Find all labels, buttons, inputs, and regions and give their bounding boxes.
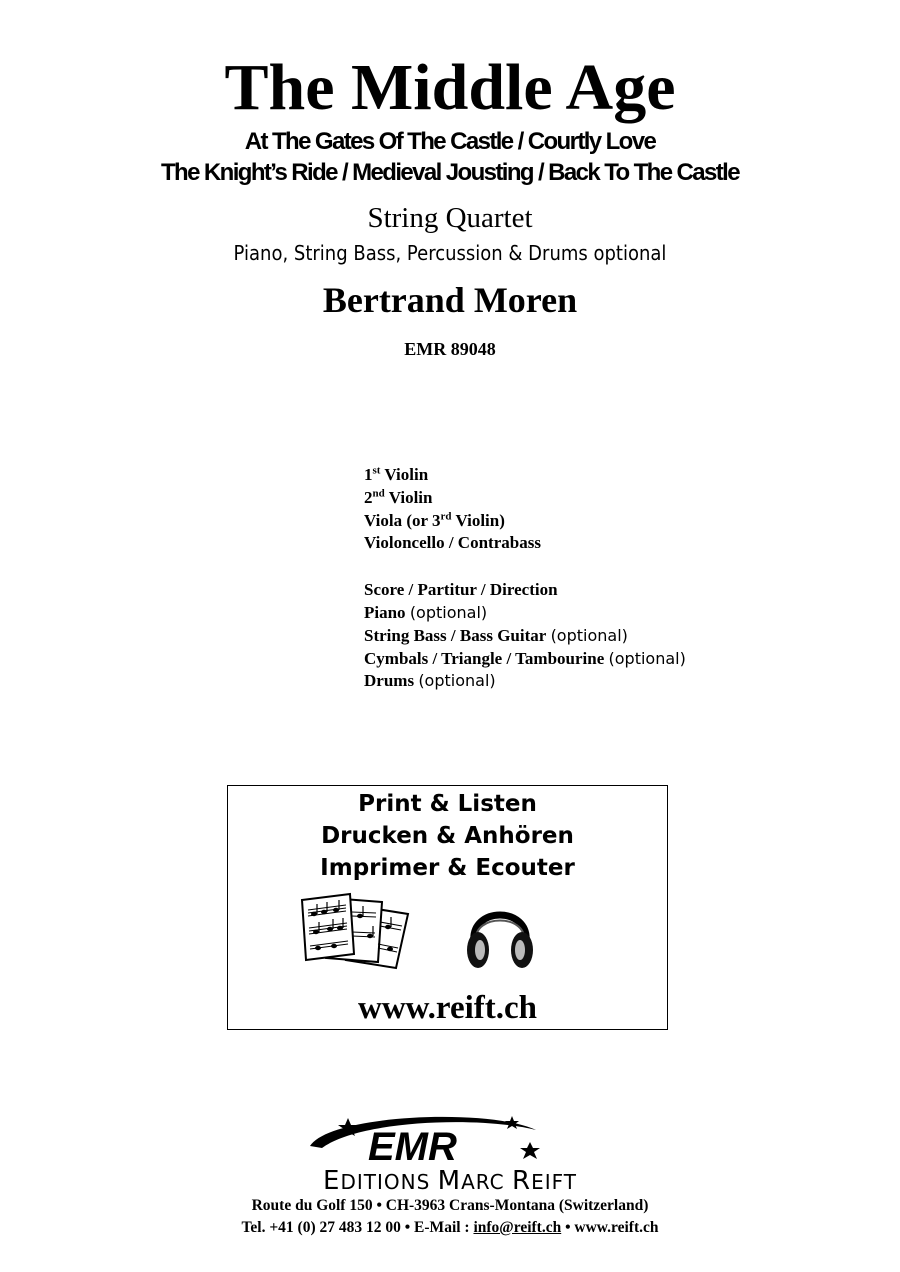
part-violin-1: 1st Violin [364, 464, 429, 484]
subtitle-line-1: At The Gates Of The Castle / Courtly Love [244, 128, 656, 155]
emr-logo [300, 1108, 600, 1166]
emr-logo-text: EMR [368, 1125, 457, 1166]
sheet-music-icon [300, 892, 412, 970]
website-link[interactable]: • www.reift.ch [561, 1219, 659, 1236]
publisher-name: EDITIONS MARC REIFT [323, 1166, 577, 1196]
website-url[interactable]: www.reift.ch [357, 990, 538, 1026]
print-listen-box [227, 785, 668, 1030]
promo-line-english: Print & Listen [358, 791, 537, 817]
catalog-number: EMR 89048 [404, 339, 496, 359]
optional-instruments: Piano, String Bass, Percussion & Drums optional [233, 241, 667, 265]
composer: Bertrand Moren [322, 280, 578, 320]
part-cello: Violoncello / Contrabass [364, 533, 541, 553]
promo-line-german: Drucken & Anhören [321, 823, 574, 849]
part-drums: Drums (optional) [364, 671, 496, 691]
part-violin-2: 2nd Violin [364, 487, 433, 507]
publisher-contact: Tel. +41 (0) 27 483 12 00 • E-Mail : info@reift.ch • www.reift.ch [241, 1219, 659, 1236]
publisher-address: Route du Golf 150 • CH-3963 Crans-Montana (Switzerland) [251, 1197, 649, 1214]
email-link[interactable]: info@reift.ch [473, 1219, 562, 1236]
headphones-icon [464, 892, 536, 974]
part-score: Score / Partitur / Direction [364, 580, 558, 600]
subtitle-line-2: The Knight’s Ride / Medieval Jousting / Back To The Castle [161, 159, 739, 186]
ensemble: String Quartet [367, 202, 533, 234]
parts-list [364, 464, 686, 693]
part-percussion: Cymbals / Triangle / Tambourine (optional) [364, 648, 686, 668]
part-viola: Viola (or 3rd Violin) [364, 509, 505, 530]
promo-line-french: Imprimer & Ecouter [320, 855, 575, 881]
part-piano: Piano (optional) [364, 602, 488, 622]
part-bass: String Bass / Bass Guitar (optional) [364, 625, 628, 645]
title: The Middle Age [224, 51, 676, 124]
